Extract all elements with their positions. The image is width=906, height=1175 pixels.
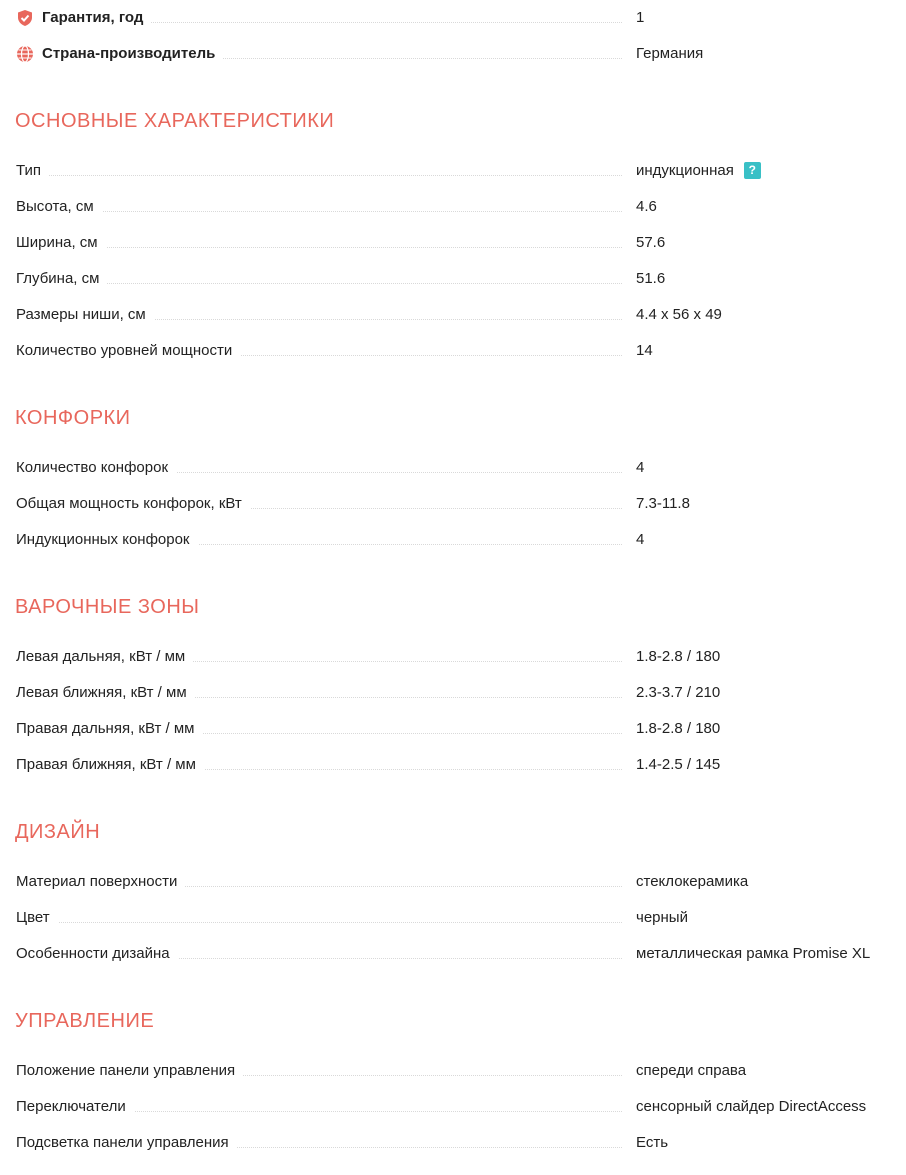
spec-label: Высота, см (16, 196, 102, 218)
spec-value: спереди справа (636, 1062, 747, 1079)
spec-value: сенсорный слайдер DirectAccess (636, 1098, 867, 1115)
spec-value: металлическая рамка Promise XL (636, 945, 871, 962)
spec-label: Правая ближняя, кВт / мм (16, 754, 204, 776)
spec-value: 1.8-2.8 / 180 (636, 648, 721, 665)
spec-value: 1 (636, 9, 645, 26)
spec-label: Общая мощность конфорок, кВт (16, 493, 250, 515)
spec-label: Количество уровней мощности (16, 340, 240, 362)
spec-value: Германия (636, 45, 704, 62)
spec-label: Подсветка панели управления (16, 1132, 237, 1154)
dotted-leader (16, 175, 622, 176)
spec-label: Размеры ниши, см (16, 304, 154, 326)
spec-label: Количество конфорок (16, 457, 176, 479)
spec-value: 4.6 (636, 198, 657, 215)
spec-label: Гарантия, год (42, 7, 151, 29)
shield-check-icon (16, 9, 34, 27)
spec-label: Материал поверхности (16, 871, 185, 893)
spec-label: Левая ближняя, кВт / мм (16, 682, 195, 704)
spec-row (16, 1096, 896, 1118)
spec-row (16, 1060, 896, 1082)
spec-value: 4 (636, 531, 645, 548)
section-title-cooking-zones: ВАРОЧНЫЕ ЗОНЫ (15, 596, 200, 618)
spec-row (16, 682, 896, 704)
spec-row (16, 907, 896, 929)
spec-row (16, 943, 896, 965)
spec-row (16, 232, 896, 254)
spec-label: Левая дальняя, кВт / мм (16, 646, 193, 668)
spec-row (16, 871, 896, 893)
globe-icon (16, 45, 34, 63)
spec-row-warranty (16, 7, 896, 29)
spec-label: Индукционных конфорок (16, 529, 198, 551)
spec-value: 7.3-11.8 (636, 495, 690, 512)
spec-label: Особенности дизайна (16, 943, 178, 965)
spec-row (16, 457, 896, 479)
spec-row (16, 718, 896, 740)
dotted-leader (16, 211, 622, 212)
spec-value: черный (636, 909, 688, 926)
section-title-burners: КОНФОРКИ (15, 407, 131, 429)
spec-value: 4.4 x 56 x 49 (636, 306, 722, 323)
spec-value: 51.6 (636, 270, 666, 287)
spec-row (16, 196, 896, 218)
spec-value: стеклокерамика (636, 873, 749, 890)
spec-row (16, 646, 896, 668)
dotted-leader (16, 247, 622, 248)
spec-value: 2.3-3.7 / 210 (636, 684, 721, 701)
spec-label: Правая дальняя, кВт / мм (16, 718, 203, 740)
spec-row (16, 529, 896, 551)
spec-value: 1.4-2.5 / 145 (636, 756, 721, 773)
spec-row (16, 493, 896, 515)
spec-value: 4 (636, 459, 645, 476)
spec-label: Переключатели (16, 1096, 134, 1118)
spec-label: Положение панели управления (16, 1060, 243, 1082)
dotted-leader (16, 922, 622, 923)
spec-label: Глубина, см (16, 268, 107, 290)
spec-label: Тип (16, 160, 49, 182)
spec-label: Страна-производитель (42, 43, 223, 65)
section-title-controls: УПРАВЛЕНИЕ (15, 1010, 155, 1032)
section-title-design: ДИЗАЙН (15, 821, 101, 843)
spec-value: 1.8-2.8 / 180 (636, 720, 721, 737)
spec-value: 14 (636, 342, 653, 359)
spec-value: индукционная ? (636, 160, 761, 182)
spec-row (16, 268, 896, 290)
spec-row-country (16, 43, 896, 65)
spec-row (16, 304, 896, 326)
spec-value: Есть (636, 1134, 669, 1151)
spec-row (16, 754, 896, 776)
spec-value: 57.6 (636, 234, 666, 251)
spec-row (16, 340, 896, 362)
spec-label: Ширина, см (16, 232, 106, 254)
spec-row (16, 160, 896, 182)
spec-row (16, 1132, 896, 1154)
spec-label: Цвет (16, 907, 58, 929)
section-title-main: ОСНОВНЫЕ ХАРАКТЕРИСТИКИ (15, 110, 335, 132)
help-icon[interactable]: ? (744, 162, 761, 179)
